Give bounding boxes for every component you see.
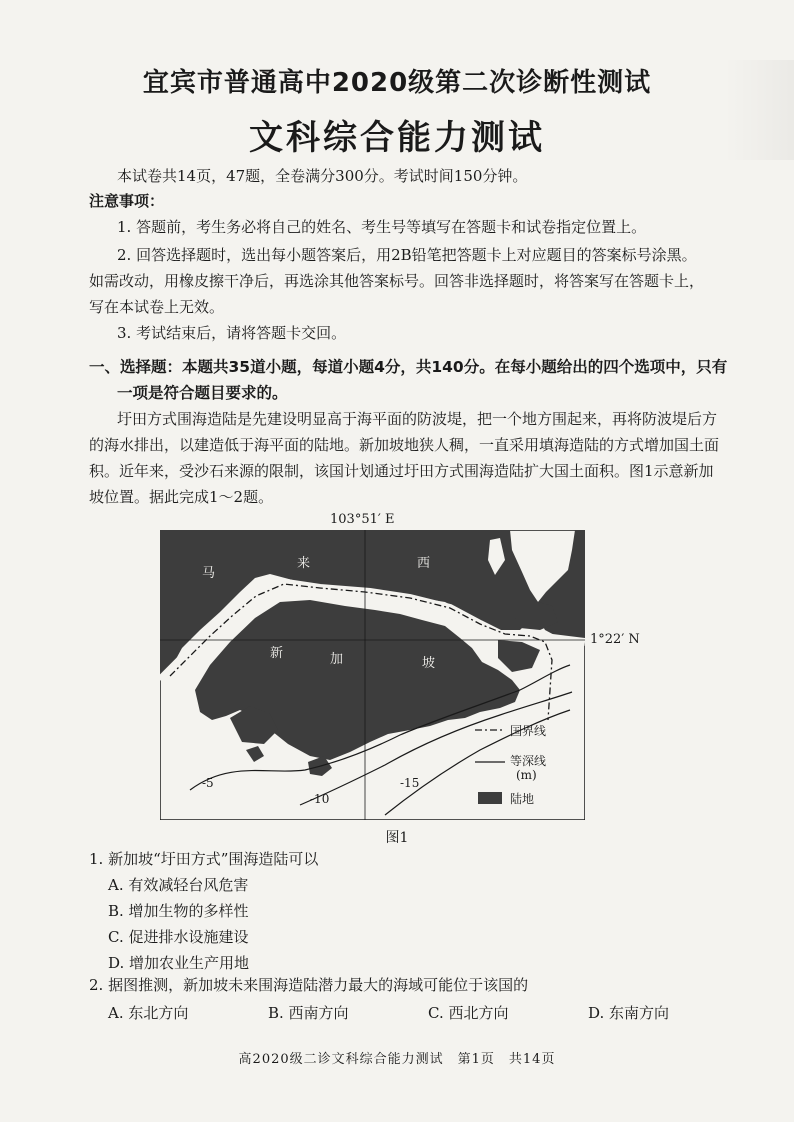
section-heading-line-1: 一、选择题：本题共35道小题，每道小题4分，共140分。在每小题给出的四个选项中，只有: [89, 358, 728, 376]
page-footer: 高2020级二诊文科综合能力测试 第1页 共14页: [238, 1052, 556, 1067]
question-2-option-b[interactable]: B. 西南方向: [268, 1004, 349, 1022]
question-2-stem: 2. 据图推测，新加坡未来围海造陆潜力最大的海域可能位于该国的: [89, 976, 529, 994]
contour-label-5: -5: [202, 776, 214, 790]
region-label-xin: 新: [270, 646, 284, 661]
contour-label-10: -10: [310, 792, 330, 806]
notes-heading: 注意事项：: [89, 192, 165, 210]
notes-item-2-line-3: 写在本试卷上无效。: [89, 298, 225, 316]
legend-land-label: 陆地: [510, 792, 535, 806]
exam-intro: 本试卷共14页，47题，全卷满分300分。考试时间150分钟。: [117, 167, 528, 185]
singapore-map: [160, 530, 640, 840]
notes-item-2-line-1: 2. 回答选择题时，选出每小题答案后，用2B铅笔把答题卡上对应题目的答案标号涂黑。: [117, 246, 697, 264]
question-1-option-b[interactable]: B. 增加生物的多样性: [108, 902, 249, 920]
question-2-option-c[interactable]: C. 西北方向: [428, 1004, 509, 1022]
region-label-xi: 西: [417, 556, 431, 571]
notes-item-1: 1. 答题前，考生务必将自己的姓名、考生号等填写在答题卡和试卷指定位置上。: [117, 218, 647, 236]
passage-line-2: 的海水排出，以建造低于海平面的陆地。新加坡地狭人稠，一直采用填海造陆的方式增加国土面: [89, 436, 720, 454]
question-1-stem: 1. 新加坡“圩田方式”围海造陆可以: [89, 850, 319, 868]
legend-isobath-label: 等深线: [510, 754, 547, 768]
question-1-option-a[interactable]: A. 有效减轻台风危害: [108, 876, 249, 894]
exam-title: 宜宾市普通高中2020级第二次诊断性测试: [142, 68, 652, 98]
exam-subtitle: 文科综合能力测试: [249, 118, 545, 158]
passage-line-3: 积。近年来，受沙石来源的限制，该国计划通过圩田方式围海造陆扩大国土面积。图1示意新加: [89, 462, 714, 480]
figure-caption: 图1: [385, 830, 409, 846]
region-label-jia: 加: [330, 652, 344, 667]
contour-label-15: -15: [400, 776, 420, 790]
question-2-option-d[interactable]: D. 东南方向: [588, 1004, 670, 1022]
region-label-ma: 马: [202, 566, 216, 581]
passage-line-4: 坡位置。据此完成1～2题。: [89, 488, 274, 506]
region-label-lai: 来: [297, 556, 311, 571]
latitude-label: 1°22′ N: [590, 632, 640, 647]
region-label-po: 坡: [422, 656, 436, 671]
notes-item-2-line-2: 如需改动，用橡皮擦干净后，再选涂其他答案标号。回答非选择题时，将答案写在答题卡上，: [89, 272, 705, 290]
region-label-ya: 亚: [533, 566, 547, 581]
question-1-option-d[interactable]: D. 增加农业生产用地: [108, 954, 250, 972]
question-2-option-a[interactable]: A. 东北方向: [108, 1004, 189, 1022]
section-heading-line-2: 一项是符合题目要求的。: [117, 384, 288, 402]
legend-isobath-unit: (m): [516, 768, 537, 782]
notes-item-3: 3. 考试结束后，请将答题卡交回。: [117, 324, 347, 342]
question-1-option-c[interactable]: C. 促进排水设施建设: [108, 928, 249, 946]
legend-border-label: 国界线: [510, 724, 547, 738]
longitude-label: 103°51′ E: [330, 512, 395, 527]
legend-land-swatch: [478, 792, 502, 804]
passage-line-1: 圩田方式围海造陆是先建设明显高于海平面的防波堤，把一个地方围起来，再将防波堤后方: [117, 410, 718, 428]
